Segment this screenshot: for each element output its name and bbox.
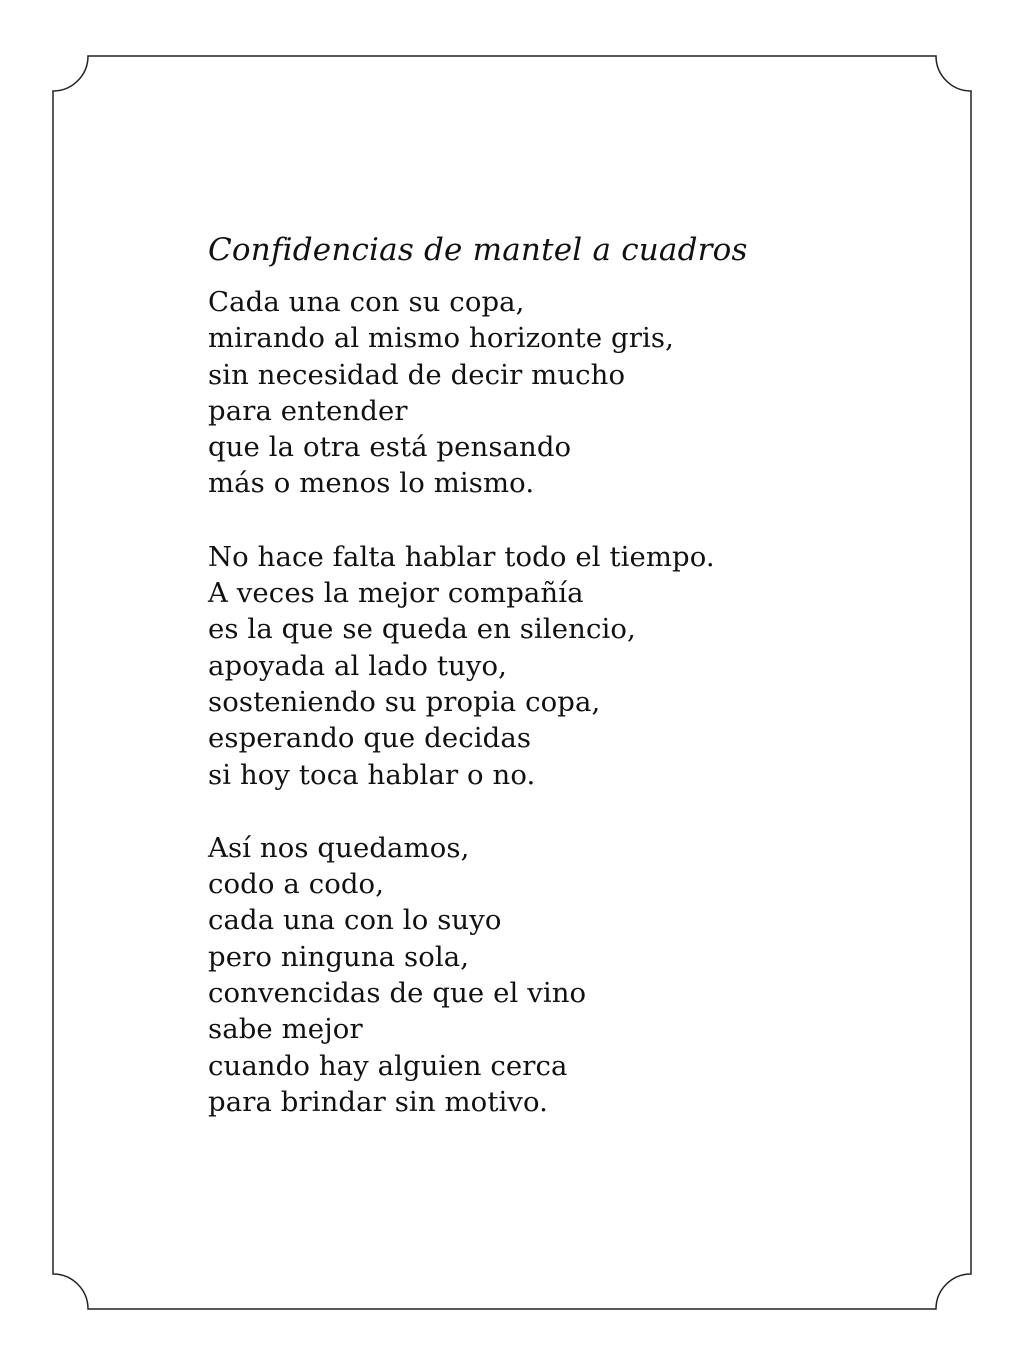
stanza-2 — [208, 539, 928, 793]
poem-line: codo a codo, — [208, 868, 385, 901]
poem-line: si hoy toca hablar o no. — [208, 758, 536, 791]
poem-title: Confidencias de mantel a cuadros — [208, 232, 748, 268]
poem-line: pero ninguna sola, — [208, 940, 470, 973]
poem-line: es la que se queda en silencio, — [208, 613, 636, 646]
poem-line: Cada una con su copa, — [208, 286, 525, 318]
poem-line: para brindar sin motivo. — [208, 1085, 549, 1118]
stanza-1 — [208, 284, 928, 502]
poem-line: cada una con lo suyo — [208, 904, 502, 937]
poem-line: No hace falta hablar todo el tiempo. — [208, 540, 715, 573]
poem — [208, 228, 928, 1157]
poem-line: cuando hay alguien cerca — [208, 1049, 568, 1082]
poem-line: esperando que decidas — [208, 722, 532, 755]
poem-line: que la otra está pensando — [208, 431, 572, 464]
poem-line: mirando al mismo horizonte gris, — [208, 322, 674, 355]
poem-line: sin necesidad de decir mucho — [208, 358, 626, 391]
poem-line: Así nos quedamos, — [208, 831, 470, 864]
poem-line: para entender — [208, 394, 408, 427]
poem-line: más o menos lo mismo. — [208, 467, 535, 500]
poem-line: sosteniendo su propia copa, — [208, 685, 601, 718]
poem-line: sabe mejor — [208, 1013, 363, 1046]
poem-line: convencidas de que el vino — [208, 977, 587, 1010]
poem-line: apoyada al lado tuyo, — [208, 649, 507, 682]
stanza-3 — [208, 830, 928, 1120]
poem-line: A veces la mejor compañía — [208, 577, 584, 610]
